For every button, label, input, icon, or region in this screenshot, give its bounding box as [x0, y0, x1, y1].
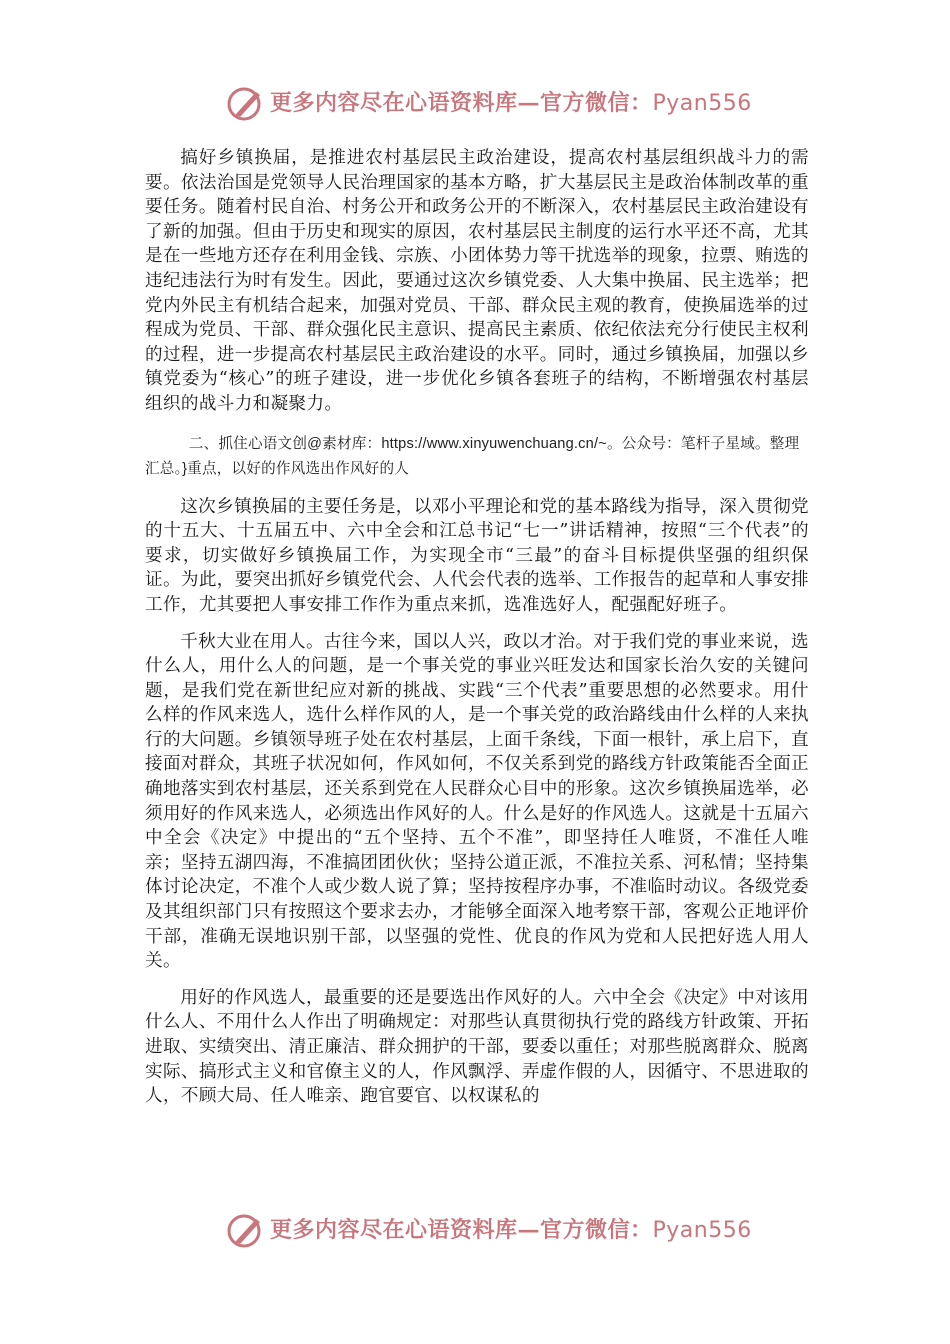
pen-logo-icon	[226, 84, 266, 124]
pen-logo-icon	[226, 1211, 266, 1251]
header-banner	[0, 80, 950, 130]
section-heading-2: 二、抓住心语文创@素材库：https://www.xinyuwenchuang.cn/~。公众号：笔杆子星域。整理汇总。}重点，以好的作风选出作风好的人	[145, 435, 800, 477]
header-brand-text: 更多内容尽在心语资料库—官方微信：	[270, 90, 653, 116]
footer-brand-text: 更多内容尽在心语资料库—官方微信：	[270, 1217, 653, 1243]
paragraph-4: 用好的作风选人，最重要的还是要选出作风好的人。六中全会《决定》中对该用什么人、不用什么人作出了明确规定：对那些认真贯彻执行党的路线方针政策、开拓进取、实绩突出、清正廉洁、群众拥护的干部，要委以重任；对那些脱离群众、脱离实际、搞形式主义和官僚主义的人，作风飘浮、弄虚作假的人，因循守、不思进取的人，不顾大局、任人唯亲、跑官要官、以权谋私的	[145, 987, 809, 1107]
footer-wechat-id: Pyan556	[652, 1218, 752, 1243]
footer-banner-text	[270, 1215, 752, 1246]
document-body	[145, 146, 809, 1109]
paragraph-1: 搞好乡镇换届，是推进农村基层民主政治建设，提高农村基层组织战斗力的需要。依法治国是党领导人民治理国家的基本方略，扩大基层民主是政治体制改革的重要任务。随着村民自治、村务公开和政务公开的不断深入，农村基层民主政治建设有了新的加强。但由于历史和现实的原因，农村基层民主制度的运行水平还不高，尤其是在一些地方还存在利用金钱、宗族、小团体势力等干扰选举的现象，拉票、贿选的违纪违法行为时有发生。因此，要通过这次乡镇党委、人大集中换届、民主选举；把党内外民主有机结合起来，加强对党员、干部、群众民主观的教育，使换届选举的过程成为党员、干部、群众强化民主意识、提高民主素质、依纪依法充分行使民主权利的过程，进一步提高农村基层民主政治建设的水平。同时，通过乡镇换届，加强以乡镇党委为“核心”的班子建设，进一步优化乡镇各套班子的结构，不断增强农村基层组织的战斗力和凝聚力。	[145, 148, 809, 414]
footer-banner	[0, 1207, 950, 1257]
paragraph-3: 千秋大业在用人。古往今来，国以人兴，政以才治。对于我们党的事业来说，选什么人，用什么人的问题，是一个事关党的事业兴旺发达和国家长治久安的关键问题，是我们党在新世纪应对新的挑战、实践“三个代表”重要思想的必然要求。用什么样的作风来选人，选什么样作风的人，是一个事关党的政治路线由什么样的人来执行的大问题。乡镇领导班子处在农村基层，上面千条线，下面一根针，承上启下，直接面对群众，其班子状况如何，作风如何，不仅关系到党的路线方针政策能否全面正确地落实到农村基层，还关系到党在人民群众心目中的形象。这次乡镇换届选举，必须用好的作风来选人，必须选出作风好的人。什么是好的作风选人。这就是十五届六中全会《决定》中提出的“五个坚持、五个不准”，即坚持任人唯贤，不准任人唯亲；坚持五湖四海，不准搞团团伙伙；坚持公道正派，不准拉关系、河私情；坚持集体讨论决定，不准个人或少数人说了算；坚持按程序办事，不准临时动议。各级党委及其组织部门只有按照这个要求去办，才能够全面深入地考察干部，客观公正地评价干部，准确无误地识别干部，以坚强的党性、优良的作风为党和人民把好选人用人关。	[145, 631, 809, 972]
header-banner-text	[270, 88, 752, 119]
header-wechat-id: Pyan556	[652, 91, 752, 116]
paragraph-2: 这次乡镇换届的主要任务是，以邓小平理论和党的基本路线为指导，深入贯彻党的十五大、十五届五中、六中全会和江总书记“七一”讲话精神，按照“三个代表”的要求，切实做好乡镇换届工作，为实现全市“三最”的奋斗目标提供坚强的组织保证。为此，要突出抓好乡镇党代会、人代会代表的选举、工作报告的起草和人事安排工作，尤其要把人事安排工作作为重点来抓，选准选好人，配强配好班子。	[145, 496, 809, 615]
